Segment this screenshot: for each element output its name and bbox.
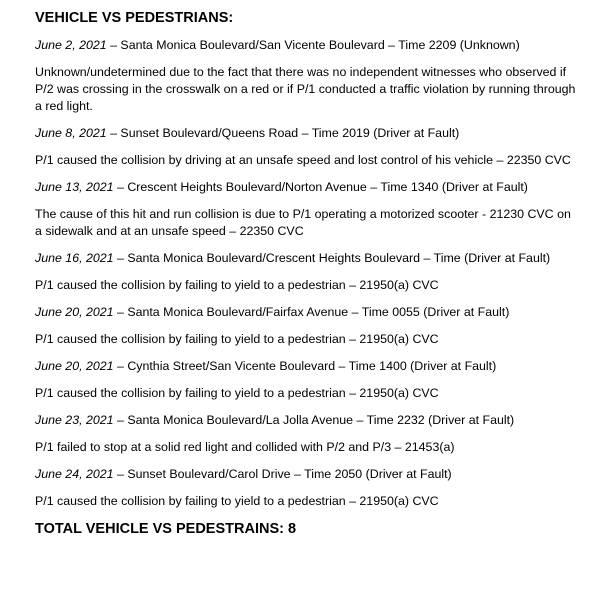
incident-title — [35, 358, 580, 375]
incident-description: P/1 caused the collision by failing to yield to a pedestrian – 21950(a) CVC — [35, 494, 439, 508]
incident-entry — [35, 179, 580, 240]
incident-details: – Santa Monica Boulevard/San Vicente Boulevard – Time 2209 (Unknown) — [106, 38, 520, 52]
incident-date: June 2, 2021 — [35, 38, 107, 52]
incident-details: – Crescent Heights Boulevard/Norton Avenue – Time 1340 (Driver at Fault) — [113, 180, 528, 194]
incident-title — [35, 125, 580, 142]
incident-title — [35, 466, 580, 483]
incident-title — [35, 304, 580, 321]
incident-title — [35, 250, 580, 267]
incident-description: P/1 caused the collision by failing to yield to a pedestrian – 21950(a) CVC — [35, 386, 439, 400]
incident-date: June 23, 2021 — [35, 413, 114, 427]
incident-title — [35, 412, 580, 429]
incident-details: – Sunset Boulevard/Queens Road – Time 2019 (Driver at Fault) — [106, 126, 460, 140]
incident-date: June 16, 2021 — [35, 251, 114, 265]
incident-details: – Cynthia Street/San Vicente Boulevard – Time 1400 (Driver at Fault) — [113, 359, 497, 373]
incident-description: The cause of this hit and run collision is due to P/1 operating a motorized scooter - 21230 CVC on a sidewalk and at an unsafe speed – 22350 CVC — [35, 207, 571, 238]
incident-date: June 20, 2021 — [35, 305, 114, 319]
incident-entry — [35, 412, 580, 456]
section-heading: VEHICLE VS PEDESTRIANS: — [35, 10, 234, 26]
incident-description: P/1 caused the collision by failing to yield to a pedestrian – 21950(a) CVC — [35, 332, 439, 346]
incident-details: – Santa Monica Boulevard/La Jolla Avenue – Time 2232 (Driver at Fault) — [113, 413, 515, 427]
incident-description: P/1 caused the collision by failing to yield to a pedestrian – 21950(a) CVC — [35, 278, 439, 292]
incident-description: Unknown/undetermined due to the fact that there was no independent witnesses who observed if P/2 was crossing in the crosswalk on a red or if P/1 conducted a traffic violation by running through a red light. — [35, 65, 576, 113]
incident-entry — [35, 125, 580, 169]
incident-entry — [35, 358, 580, 402]
incident-date: June 13, 2021 — [35, 180, 114, 194]
incident-date: June 24, 2021 — [35, 467, 114, 481]
incident-description: P/1 caused the collision by driving at an unsafe speed and lost control of his vehicle – 22350 CVC — [35, 153, 571, 167]
incident-title — [35, 37, 580, 54]
incident-entry — [35, 250, 580, 294]
incident-entry — [35, 304, 580, 348]
incident-title — [35, 179, 580, 196]
incident-list — [35, 37, 580, 510]
incident-details: – Sunset Boulevard/Carol Drive – Time 2050 (Driver at Fault) — [113, 467, 452, 481]
incident-entry — [35, 466, 580, 510]
incident-details: – Santa Monica Boulevard/Crescent Heights Boulevard – Time (Driver at Fault) — [113, 251, 551, 265]
total-summary: TOTAL VEHICLE VS PEDESTRAINS: 8 — [35, 521, 297, 537]
incident-entry — [35, 37, 580, 115]
incident-date: June 8, 2021 — [35, 126, 107, 140]
incident-date: June 20, 2021 — [35, 359, 114, 373]
incident-details: – Santa Monica Boulevard/Fairfax Avenue – Time 0055 (Driver at Fault) — [113, 305, 510, 319]
incident-description: P/1 failed to stop at a solid red light and collided with P/2 and P/3 – 21453(a) — [35, 440, 455, 454]
